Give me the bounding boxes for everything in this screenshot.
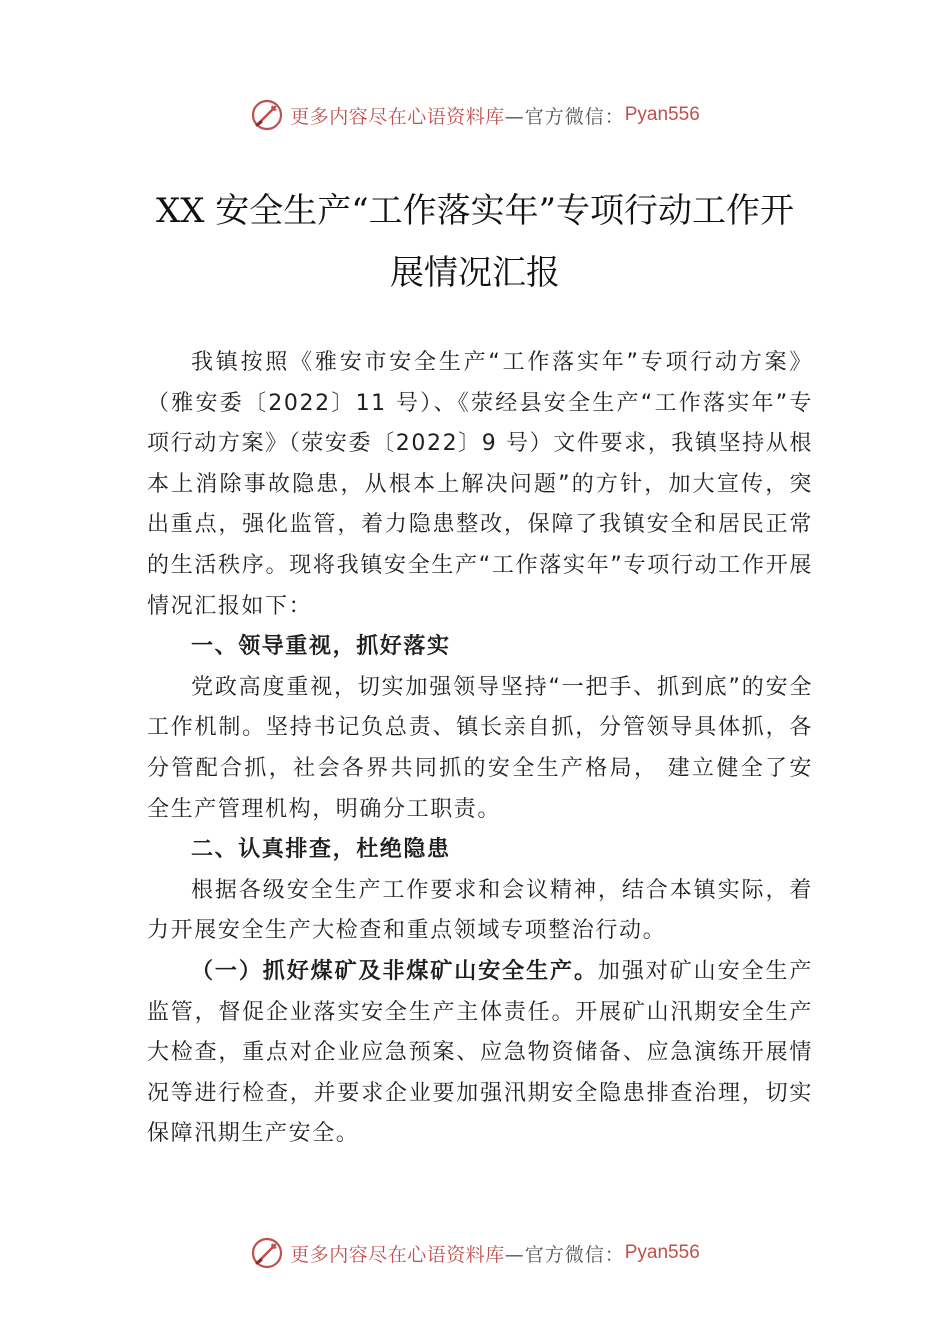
section-1-paragraph: 党政高度重视，切实加强领导坚持“一把手、抓到底”的安全工作机制。坚持书记负总责、镇长亲自抓，分管领导具体抓，各分管配合抓，社会各界共同抓的安全生产格局， 建立健全了安全生产管理机构，明确分工职责。 <box>147 674 813 822</box>
header-watermark-banner <box>0 95 950 135</box>
pen-logo-icon <box>250 98 284 132</box>
intro-paragraph: 我镇按照《雅安市安全生产“工作落实年”专项行动方案》（雅安委〔2022〕11 号）、《荥经县安全生产“工作落实年”专项行动方案》（荥安委〔2022〕9 号）文件要求，我镇坚持从根本上消除事故隐患，从根本上解决问题”的方针，加大宣传，突出重点，强化监管，着力隐患整改，保障了我镇安全和居民正常的生活秩序。现将我镇安全生产“工作落实年”专项行动工作开展情况汇报如下： <box>147 350 813 619</box>
banner-wechat-id: Pyan556 <box>624 1242 700 1263</box>
title-line-1: XX 安全生产“工作落实年”专项行动工作开 <box>156 191 794 231</box>
section-heading-2: 二、认真排查，杜绝隐患 <box>191 837 451 863</box>
banner-mid-text: —官方微信： <box>504 1243 625 1266</box>
subsection-1-paragraph <box>147 952 813 1155</box>
title-line-2: 展情况汇报 <box>390 253 560 293</box>
document-title <box>140 180 810 304</box>
section-2-paragraph: 根据各级安全生产工作要求和会议精神，结合本镇实际，着力开展安全生产大检查和重点领域专项整治行动。 <box>147 877 813 944</box>
banner-mid-text: —官方微信： <box>504 105 625 128</box>
document-body <box>147 343 813 1155</box>
subsection-1-title: （一）抓好煤矿及非煤矿山安全生产。 <box>191 958 598 984</box>
pen-logo-icon <box>250 1236 284 1270</box>
section-heading-1: 一、领导重视，抓好落实 <box>191 634 451 660</box>
footer-watermark-banner <box>0 1233 950 1273</box>
banner-lead-text: 更多内容尽在心语资料库 <box>290 105 505 128</box>
banner-wechat-id: Pyan556 <box>624 104 700 125</box>
banner-lead-text: 更多内容尽在心语资料库 <box>290 1243 505 1266</box>
subsection-1-text: 加强对矿山安全生产监管，督促企业落实安全生产主体责任。开展矿山汛期安全生产大检查，重点对企业应急预案、应急物资储备、应急演练开展情况等进行检查，并要求企业要加强汛期安全隐患排查治理，切实保障汛期生产安全。 <box>147 958 814 1147</box>
